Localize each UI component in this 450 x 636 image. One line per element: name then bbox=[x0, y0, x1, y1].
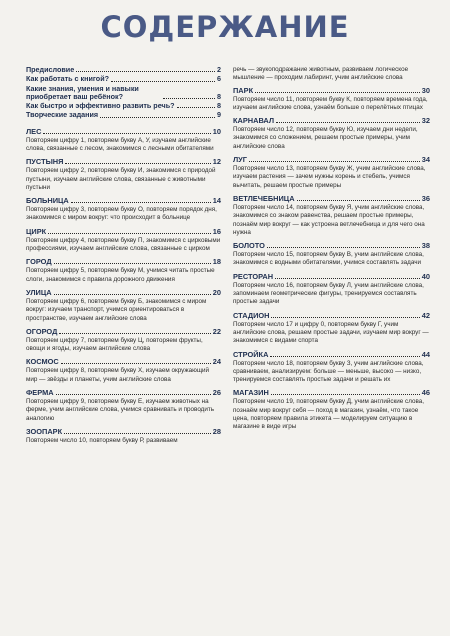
leader-dots bbox=[54, 262, 211, 264]
intro-item bbox=[26, 102, 221, 110]
entry-heading bbox=[26, 127, 221, 136]
entry-heading bbox=[233, 194, 430, 203]
entry-description: Повторяем цифру 7, повторяем букву Ц, повторяем фрукты, овощи и ягоды, изучаем английские слова bbox=[26, 336, 203, 353]
entry-title: ЛЕС bbox=[26, 126, 42, 136]
leader-dots bbox=[61, 362, 211, 364]
page-number: 44 bbox=[421, 349, 430, 359]
contents-entry bbox=[26, 388, 221, 423]
entry-description: Повторяем число 15, повторяем букву В, учим английские слова, знакомимся с водными обитателями, учимся составлять задачи bbox=[233, 251, 424, 267]
entry-title: ВЕТЛЕЧЕБНИЦА bbox=[233, 193, 295, 203]
page-number: 46 bbox=[421, 388, 430, 398]
page-number: 8 bbox=[217, 91, 221, 101]
contents-entry bbox=[233, 86, 430, 113]
leader-dots bbox=[111, 80, 215, 82]
page-number: 2 bbox=[217, 65, 221, 74]
leader-dots bbox=[267, 246, 420, 248]
entry-title: ФЕРМА bbox=[26, 388, 54, 398]
entry-heading bbox=[26, 427, 221, 436]
entry-title: КОСМОС bbox=[26, 357, 59, 367]
leader-dots bbox=[163, 97, 215, 99]
entry-description: Повторяем цифру 3, повторяем букву О, повторяем порядок дня, знакомимся с миром вокруг: что происходит в больнице bbox=[26, 206, 217, 222]
page-number: 6 bbox=[217, 74, 221, 84]
leader-dots bbox=[271, 393, 420, 395]
entry-heading bbox=[26, 227, 221, 236]
contents-entry bbox=[233, 272, 430, 307]
contents-entry bbox=[26, 257, 221, 284]
entry-description: Повторяем число 11, повторяем букву К, повторяем времена года, изучаем английские слова, узнаём больше о перелётных птицах bbox=[233, 95, 428, 111]
entry-description: Повторяем число 14, повторяем букву Я, учим английские слова, знакомимся со знаком равенства, решаем простые примеры, познаём мир вокруг — как устроена ветлечебница и для чего она нужна bbox=[233, 203, 425, 236]
leader-dots bbox=[54, 293, 211, 295]
intro-list bbox=[26, 66, 221, 120]
page-number: 20 bbox=[212, 287, 221, 297]
entry-title: УЛИЦА bbox=[26, 287, 52, 297]
leader-dots bbox=[297, 199, 420, 201]
page-number: 18 bbox=[212, 257, 221, 267]
contents-entry bbox=[233, 311, 430, 346]
entry-title: БОЛЬНИЦА bbox=[26, 196, 69, 206]
contents-entry bbox=[233, 116, 430, 151]
intro-item-label: Как работать с книгой? bbox=[26, 74, 110, 84]
entry-description: Повторяем цифру 8, повторяем букву Х, изучаем окружающий мир — звёзды и планеты, учим английские слова bbox=[26, 367, 210, 383]
entry-heading bbox=[233, 388, 430, 397]
page-number: 12 bbox=[212, 157, 221, 167]
leader-dots bbox=[275, 277, 420, 279]
entry-heading bbox=[26, 257, 221, 266]
left-section-list bbox=[26, 127, 221, 446]
entry-title: ЦИРК bbox=[26, 226, 47, 236]
entry-heading bbox=[233, 311, 430, 320]
page-number: 16 bbox=[212, 226, 221, 236]
entry-title: ЗООПАРК bbox=[26, 426, 63, 436]
entry-description: Повторяем число 16, повторяем букву Л, учим английские слова, запоминаем геометрические фигуры, тренируемся составлять простые задачи bbox=[233, 281, 424, 306]
page-number: 40 bbox=[421, 271, 430, 281]
entry-title: СТАДИОН bbox=[233, 310, 270, 320]
entry-title: ГОРОД bbox=[26, 257, 52, 267]
contents-entry bbox=[26, 288, 221, 323]
entry-title: МАГАЗИН bbox=[233, 388, 269, 398]
entry-heading bbox=[233, 272, 430, 281]
leader-dots bbox=[43, 132, 210, 134]
contents-entry bbox=[26, 357, 221, 384]
entry-description: Повторяем число 18, повторяем букву З, учим английские слова, сравниваем, анализируем: больше — меньше, высоко — низко, тренируемся составлять простые задачи и решать их bbox=[233, 359, 424, 384]
entry-title: СТРОЙКА bbox=[233, 349, 269, 359]
entry-title: ПУСТЫНЯ bbox=[26, 157, 64, 167]
contents-entry bbox=[233, 241, 430, 268]
leader-dots bbox=[177, 106, 216, 108]
leader-dots bbox=[276, 121, 420, 123]
leader-dots bbox=[270, 355, 419, 357]
entry-heading bbox=[26, 196, 221, 205]
intro-item bbox=[26, 75, 221, 83]
page-number: 28 bbox=[212, 426, 221, 436]
contents-entry bbox=[233, 388, 430, 431]
entry-description: Повторяем цифру 9, повторяем букву Е, изучаем животных на ферме, учим английские слова, учимся сравнивать и проводить аналогию bbox=[26, 398, 215, 422]
page-number: 36 bbox=[421, 193, 430, 203]
left-column bbox=[26, 66, 221, 449]
entry-heading bbox=[26, 288, 221, 297]
contents-entry bbox=[26, 127, 221, 154]
leader-dots bbox=[100, 116, 215, 118]
contents-entry bbox=[26, 327, 221, 354]
leader-dots bbox=[65, 162, 210, 164]
entry-description: Повторяем число 10, повторяем букву Р, развиваем bbox=[26, 436, 178, 444]
contents-entry bbox=[233, 155, 430, 190]
entry-description: Повторяем цифру 4, повторяем букву П, знакомимся с цирковыми профессиями, изучаем английские слова, связанные с цирком bbox=[26, 236, 221, 253]
contents-entry bbox=[26, 196, 221, 223]
leader-dots bbox=[48, 232, 211, 234]
contents-entry bbox=[26, 157, 221, 192]
entry-heading bbox=[26, 388, 221, 397]
intro-item bbox=[26, 66, 221, 74]
page-number: 8 bbox=[217, 101, 221, 111]
contents-entry bbox=[233, 194, 430, 237]
leader-dots bbox=[249, 160, 420, 162]
leader-dots bbox=[56, 393, 211, 395]
page-number: 14 bbox=[212, 196, 221, 206]
entry-heading bbox=[233, 350, 430, 359]
intro-item-label: Творческие задания bbox=[26, 110, 99, 120]
page-number: 34 bbox=[421, 155, 430, 165]
entry-description: Повторяем число 13, повторяем букву Ж, учим английские слова, изучаем растения — зачем нужны корень и стебель, учимся вычитать, решаем простые примеры bbox=[233, 165, 426, 189]
contents-entry bbox=[26, 227, 221, 254]
leader-dots bbox=[271, 316, 419, 318]
entry-heading bbox=[233, 155, 430, 164]
leader-dots bbox=[255, 91, 420, 93]
leader-dots bbox=[76, 70, 215, 72]
page-number: 26 bbox=[212, 388, 221, 398]
contents-entry bbox=[233, 350, 430, 385]
right-section-list bbox=[233, 86, 430, 432]
page-number: 10 bbox=[212, 126, 221, 136]
entry-title: РЕСТОРАН bbox=[233, 271, 274, 281]
entry-heading bbox=[26, 327, 221, 336]
page-title: СОДЕРЖАНИЕ bbox=[100, 10, 350, 44]
leader-dots bbox=[71, 201, 211, 203]
entry-description: Повторяем цифру 1, повторяем букву А, У, изучаем английские слова, связанные с лесом, знакомимся с лесными обитателями bbox=[26, 136, 214, 152]
entry-heading bbox=[26, 157, 221, 166]
continued-description: речь — звукоподражание животным, развиваем логическое мышление — проходим лабиринт, учим английские слова bbox=[233, 66, 409, 82]
intro-item bbox=[26, 85, 221, 101]
leader-dots bbox=[59, 332, 210, 334]
page-number: 9 bbox=[217, 110, 221, 120]
entry-heading bbox=[233, 86, 430, 95]
page-number: 38 bbox=[421, 241, 430, 251]
entry-description: Повторяем цифру 5, повторяем букву М, учимся читать простые слоги, знакомимся с правила дорожного движения bbox=[26, 267, 215, 283]
intro-item-label: Как быстро и эффективно развить речь? bbox=[26, 101, 175, 111]
entry-description: Повторяем число 12, повторяем букву Ю, изучаем дни недели, знакомимся со сложением, решаем простые примеры, учим английские слова bbox=[233, 126, 418, 150]
entry-title: ПАРК bbox=[233, 85, 254, 95]
entry-title: БОЛОТО bbox=[233, 241, 265, 251]
entry-title: ЛУГ bbox=[233, 155, 247, 165]
intro-item-label: Предисловие bbox=[26, 65, 75, 74]
entry-title: ОГОРОД bbox=[26, 326, 58, 336]
intro-item bbox=[26, 111, 221, 119]
intro-item-label: Какие знания, умения и навыки приобретает ваш ребёнок? bbox=[26, 83, 139, 101]
entry-description: Повторяем число 19, повторяем букву Д, учим английские слова, познаём мир вокруг себя — поход в магазин, узнаём, что такое цена, повторяем правила этикета — моделируем ситуацию в магазине в виде игры bbox=[233, 398, 424, 431]
entry-heading bbox=[26, 357, 221, 366]
entry-title: КАРНАВАЛ bbox=[233, 116, 275, 126]
entry-heading bbox=[233, 241, 430, 250]
page-number: 32 bbox=[421, 116, 430, 126]
entry-heading bbox=[233, 116, 430, 125]
entry-description: Повторяем цифру 6, повторяем букву Б, знакомимся с миром вокруг: изучаем транспорт, учимся ориентироваться в пространстве, изучаем английские слова bbox=[26, 297, 207, 322]
right-column bbox=[233, 66, 430, 436]
page-number: 22 bbox=[212, 326, 221, 336]
contents-entry bbox=[26, 427, 221, 445]
leader-dots bbox=[64, 432, 211, 434]
page-number: 30 bbox=[421, 85, 430, 95]
page-number: 42 bbox=[421, 310, 430, 320]
entry-description: Повторяем число 17 и цифру 0, повторяем букву Г, учим английские слова, решаем простые задачи, изучаем мир вокруг — знакомимся с видами спорта bbox=[233, 320, 429, 345]
entry-description: Повторяем цифру 2, повторяем букву И, знакомимся с природой пустыни, изучаем английские слова, связанные с животными пустыни bbox=[26, 167, 216, 191]
page-number: 24 bbox=[212, 357, 221, 367]
